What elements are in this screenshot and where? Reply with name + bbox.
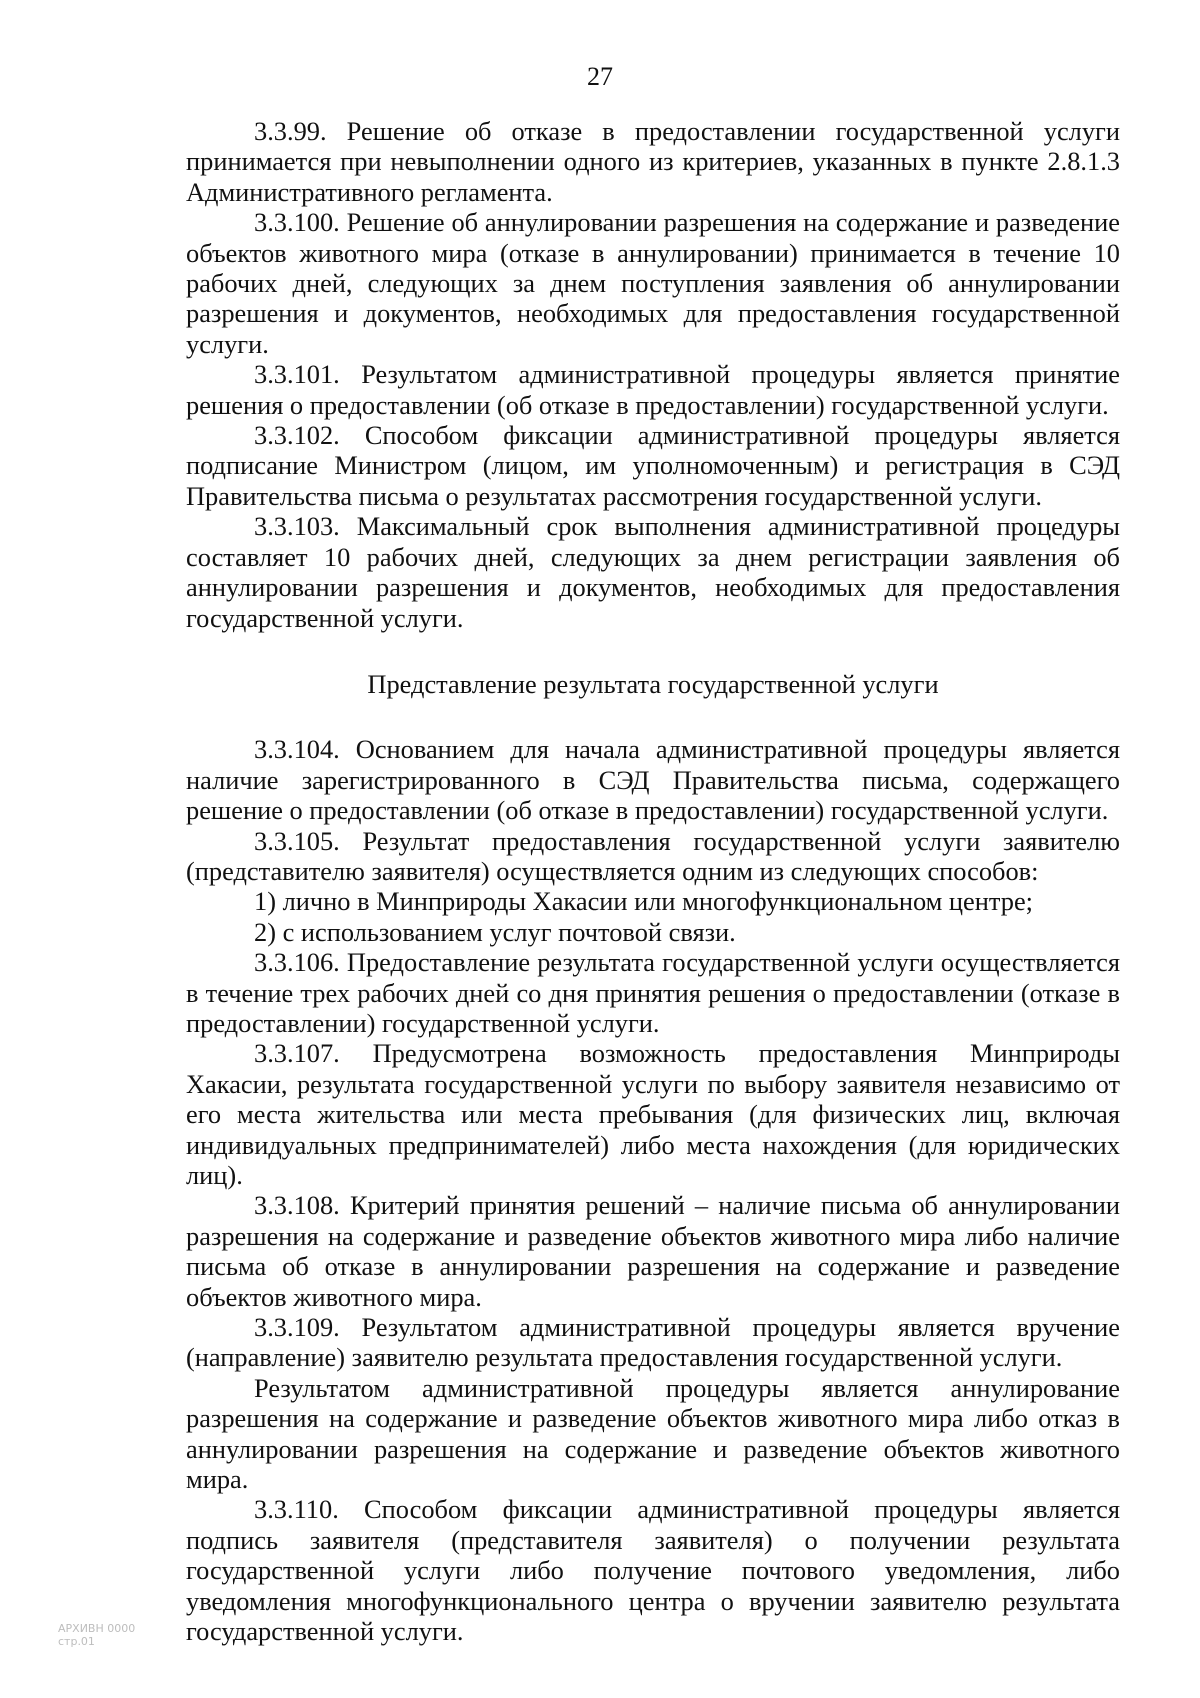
- paragraph-3-3-102: 3.3.102. Способом фиксации административной процедуры является подписание Министром (лицом, им уполномоченным) и регистрация в СЭД Правительства письма о результатах рассмотрения государственной услуги.: [186, 420, 1120, 511]
- paragraph-3-3-110: 3.3.110. Способом фиксации административной процедуры является подпись заявителя (представителя заявителя) о получении результата государственной услуги либо получение почтового уведомления, либо уведомления многофункционального центра о вручении заявителю результата государственной услуги.: [186, 1494, 1120, 1647]
- paragraph-3-3-107: 3.3.107. Предусмотрена возможность предоставления Минприроды Хакасии, результата государственной услуги по выбору заявителя независимо от его места жительства или места пребывания (для физических лиц, включая индивидуальных предпринимателей) либо места нахождения (для юридических лиц).: [186, 1038, 1120, 1190]
- document-body: [186, 116, 1120, 1647]
- paragraph-3-3-104: 3.3.104. Основанием для начала административной процедуры является наличие зарегистрированного в СЭД Правительства письма, содержащего решение о предоставлении (об отказе в предоставлении) государственной услуги.: [186, 734, 1120, 826]
- archive-stamp: [58, 1622, 135, 1648]
- stamp-line: стр.01: [58, 1635, 95, 1648]
- paragraph-3-3-103: 3.3.103. Максимальный срок выполнения административной процедуры составляет 10 рабочих дней, следующих за днем регистрации заявления об аннулировании разрешения и документов, необходимых для предоставления государственной услуги.: [186, 511, 1120, 633]
- paragraph-3-3-109: 3.3.109. Результатом административной процедуры является вручение (направление) заявителю результата предоставления государственной услуги.: [186, 1312, 1120, 1373]
- paragraph-3-3-100: 3.3.100. Решение об аннулировании разрешения на содержание и разведение объектов животного мира (отказе в аннулировании) принимается в течение 10 рабочих дней, следующих за днем поступления заявления об аннулировании разрешения и документов, необходимых для предоставления государственной услуги.: [186, 207, 1120, 359]
- section-heading: Представление результата государственной услуги: [367, 668, 939, 699]
- paragraph-3-3-99: 3.3.99. Решение об отказе в предоставлении государственной услуги принимается при невыполнении одного из критериев, указанных в пункте 2.8.1.3 Административного регламента.: [186, 116, 1120, 207]
- paragraph-result-annulment: Результатом административной процедуры является аннулирование разрешения на содержание и разведение объектов животного мира либо отказ в аннулировании разрешения на содержание и разведение объектов животного мира.: [186, 1372, 1120, 1495]
- list-item-personal-delivery: 1) лично в Минприроды Хакасии или многофункциональном центре;: [254, 886, 1033, 917]
- paragraph-3-3-106: 3.3.106. Предоставление результата государственной услуги осуществляется в течение трех рабочих дней со дня принятия решения о предоставлении (отказе в предоставлении) государственной услуги.: [186, 947, 1120, 1038]
- list-item-postal-delivery: 2) с использованием услуг почтовой связи.: [254, 916, 736, 947]
- paragraph-3-3-105: 3.3.105. Результат предоставления государственной услуги заявителю (представителю заявителя) осуществляется одним из следующих способов:: [186, 825, 1120, 886]
- paragraph-3-3-101: 3.3.101. Результатом административной процедуры является принятие решения о предоставлении (об отказе в предоставлении) государственной услуги.: [186, 359, 1120, 420]
- page-number: 27: [587, 62, 613, 91]
- stamp-line: АРХИВН 0000: [58, 1622, 136, 1635]
- paragraph-3-3-108: 3.3.108. Критерий принятия решений – наличие письма об аннулировании разрешения на содержание и разведение объектов животного мира либо наличие письма об отказе в аннулировании разрешения на содержание и разведение объектов животного мира.: [186, 1190, 1120, 1312]
